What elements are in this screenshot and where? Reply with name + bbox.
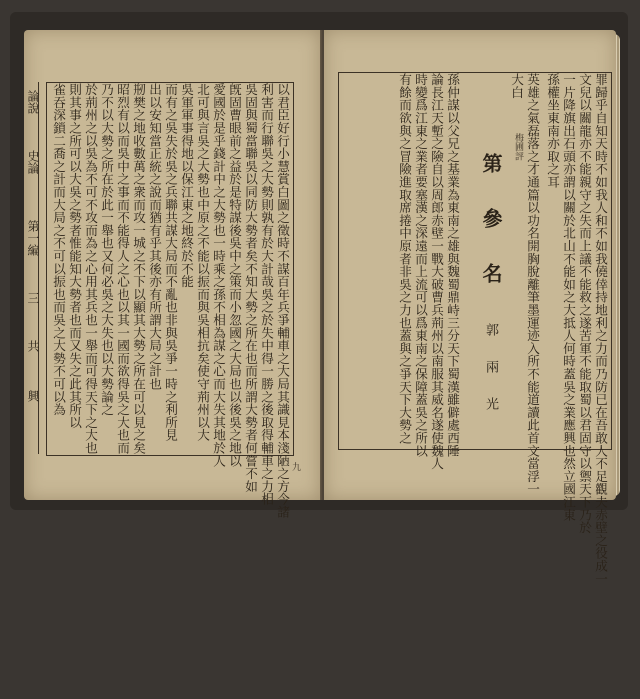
text-column: 吳軍軍事得地以保江東之地終於不能 bbox=[179, 83, 194, 288]
commentary-label: 梅圃評 bbox=[513, 133, 523, 161]
text-column: 於荊州之以吳為不可不攻而為之心用其兵也一舉而可得天下之大也 bbox=[83, 83, 98, 455]
text-column: 罪歸乎自知天時不如我人和不如我僥倖持地利之力而乃防已在吾敢人不足觀夫赤壁之役成一 bbox=[593, 73, 608, 585]
text-column: 吳固與蜀當聯吳以同防大勢者矣不知大勢之所在也而所謂大勢者何嘗不如 bbox=[243, 83, 258, 493]
text-column: 雀吞深鎖二喬之計而大局之不可以振也而吳之大勢不可以為 bbox=[51, 83, 66, 416]
text-column: 一片降旗出石頭亦謂以關於北山不能如之大抵人何時蓋吳之業應興也然立國江東 bbox=[561, 73, 576, 521]
left-page bbox=[24, 30, 320, 519]
text-column: 乃不以大勢之所在於此一舉也又何必吳之大失也以大勢論之 bbox=[99, 83, 114, 416]
text-column: 剏樊之地收數萬之衆而攻一城之不下以顯其大勢之所在可以見之矣 bbox=[131, 83, 146, 455]
book-spread bbox=[10, 12, 628, 585]
text-column: 則其事之所可以大吳之勢者惟能知大勢者也而又失之此其所以 bbox=[67, 83, 82, 429]
text-column: 旣固曹眼前之益於是特謀後吳中之策而小忽國之大局也以後吳之地以 bbox=[227, 83, 242, 467]
text-column: 昭烈有以而吳中之事而不能得人之心也以其一國而欲得吳之大也而 bbox=[115, 83, 130, 455]
text-column: 愛國於是乎錢計中之大勢也一時乘之孫不相為謀之心而大失其地於人 bbox=[211, 83, 226, 467]
essay-author: 郭 兩 光 bbox=[483, 323, 498, 421]
text-column: 時變爲江東之業者要塞漢之深遠而上流可以爲東南之保障蓋吳之所以 bbox=[413, 73, 428, 457]
text-column: 有餘而欲與之冒險進取席捲中原者非吳之力也蓋與之爭天下大勢之 bbox=[397, 73, 412, 445]
text-column: 利害而行聯吳之大勢則孰有於大計哉吳之於失中得一勝之後取得輔車之力相 bbox=[259, 83, 274, 506]
running-header-text: 共 bbox=[26, 340, 40, 352]
running-header-text: 第一編 bbox=[26, 220, 40, 256]
essay-title: 第 參 名 bbox=[479, 153, 503, 297]
running-header-text: 三 bbox=[26, 292, 40, 304]
text-column: 孫仲謀以父兄之基業為東南之雄與魏蜀鼎峙三分天下蜀漢雖僻處西陲 bbox=[445, 73, 460, 457]
text-column: 北可與言吳之大勢也中原之不能以振而與吳相抗矣使守荊州以大 bbox=[195, 83, 210, 442]
right-page bbox=[324, 30, 616, 585]
left-text-frame bbox=[46, 82, 294, 519]
running-header-text: 論說 bbox=[26, 90, 40, 114]
running-header-text: 興 bbox=[26, 390, 40, 402]
text-column: 出以安知當正統之說而猶有乎其後亦有所謂大局之計也 bbox=[147, 83, 162, 391]
right-text-frame bbox=[338, 72, 612, 585]
commentary-column: 大白 bbox=[509, 73, 524, 99]
text-column: 文兒以關龍亦不能親守之失而上議不能救之遂苦軍不能取蜀以君固守以禦天下乃於 bbox=[577, 73, 592, 534]
running-header-text: 史論 bbox=[26, 150, 40, 174]
text-column: 孫權坐東南亦取之耳 bbox=[545, 73, 560, 189]
text-column: 論長江天塹之險自以周郎赤壁一戰大破曹兵荊州以南服其威名遂使魏人 bbox=[429, 73, 444, 470]
page-number: 九 bbox=[292, 463, 302, 473]
text-column: 而有之吳失於吳之兵聯共謀大局而不亂也非與吳爭一時之利所見 bbox=[163, 83, 178, 442]
text-column: 以君臣好行小慧賞白圖之徵時不謀百年兵爭輔車之大局其識見本淺陋之方今諸 bbox=[275, 83, 290, 519]
commentary-column: 英雄之氣磊落之才通篇以功名開胸脫離筆墨運迹入所不能道讀此首文當浮一 bbox=[525, 73, 540, 496]
